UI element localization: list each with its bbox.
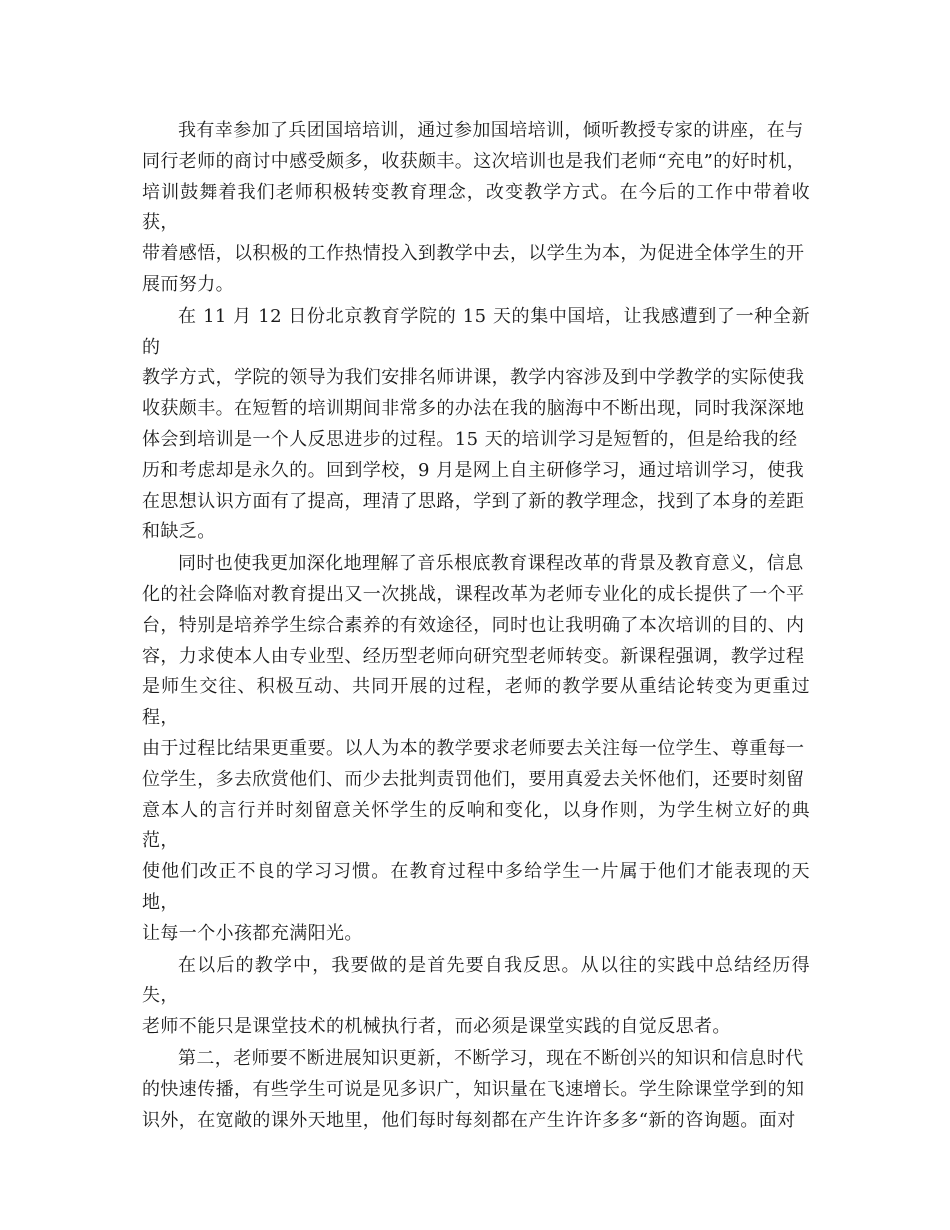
document-body (142, 116, 810, 1137)
paragraph-2: 在 11 月 12 日份北京教育学院的 15 天的集中国培，让我感遭到了一种全新的 教学方式，学院的领导为我们安排名师讲课，教学内容涉及到中学教学的实际使我 收获颇丰。在短暂的培训期间非常多的办法在我的脑海中不断出现，同时我深深地 体会到培训是一个人反思进步的过程。15 天的培训学习是短暂的，但是给我的经 历和考虑却是永久的。回到学校，9 月是网上自主研修学习，通过培训学习，使我 在思想认识方面有了提高，理清了思路，学到了新的教学理念，找到了本身的差距 和缺乏。 (142, 305, 810, 543)
paragraph-5: 第二，老师要不断进展知识更新，不断学习，现在不断创兴的知识和信息时代 的快速传播，有些学生可说是见多识广，知识量在飞速增长。学生除课堂学到的知 识外，在宽敞的课外天地里，他们每时每刻都在产生许许多多“新的咨询题。面对 (142, 1047, 805, 1131)
paragraph-1: 我有幸参加了兵团国培培训，通过参加国培培训，倾听教授专家的讲座，在与 同行老师的商讨中感受颇多，收获颇丰。这次培训也是我们老师“充电”的好时机， 培训鼓舞着我们老师积极转变教育理念，改变教学方式。在今后的工作中带着收获， 带着感悟，以积极的工作热情投入到教学中去，以学生为本，为促进全体学生的开 展而努力。 (142, 120, 810, 295)
paragraph-4: 在以后的教学中，我要做的是首先要自我反思。从以往的实践中总结经历得失， 老师不能只是课堂技术的机械执行者，而必须是课堂实践的自觉反思者。 (142, 954, 810, 1038)
paragraph-3: 同时也使我更加深化地理解了音乐根底教育课程改革的背景及教育意义，信息 化的社会降临对教育提出又一次挑战，课程改革为老师专业化的成长提供了一个平 台，特别是培养学生综合素养的有效途径，同时也让我明确了本次培训的目的、内 容，力求使本人由专业型、经历型老师向研究型老师转变。新课程强调，教学过程 是师生交往、积极互动、共同开展的过程，老师的教学要从重结论转变为更重过程， 由于过程比结果更重要。以人为本的教学要求老师要去关注每一位学生、尊重每一 位学生，多去欣赏他们、而少去批判责罚他们，要用真爱去关怀他们，还要时刻留 意本人的言行并时刻留意关怀学生的反响和变化，以身作则，为学生树立好的典范， 使他们改正不良的学习习惯。在教育过程中多给学生一片属于他们才能表现的天地， 让每一个小孩都充满阳光。 (142, 553, 810, 944)
